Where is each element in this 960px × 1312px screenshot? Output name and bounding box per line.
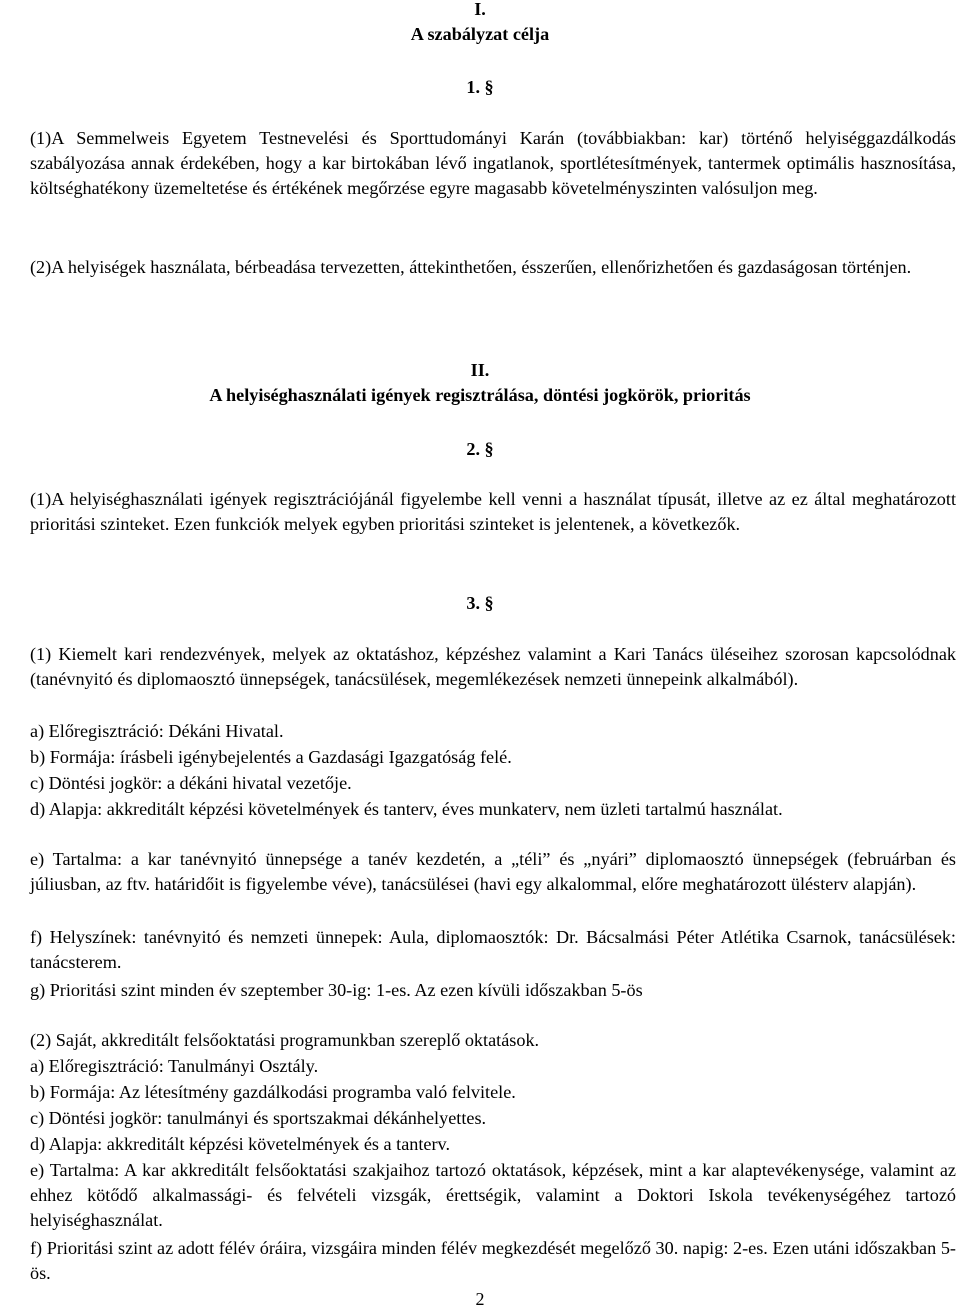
list-item: d) Alapja: akkreditált képzési követelmények és a tanterv.	[30, 1134, 450, 1154]
list-item: d) Alapja: akkreditált képzési követelmények és tanterv, éves munkaterv, nem üzleti tartalmú használat.	[30, 799, 783, 819]
section-3-paragraph-1: (1) Kiemelt kari rendezvények, melyek az oktatáshoz, képzéshez valamint a Kari Tanács üléseihez szorosan kapcsolódnak (tanévnyitó és diplomaosztó ünnepségek, tanácsülések, megemlékezések nemzeti ünnepeink alkalmából).	[30, 644, 956, 689]
section-3-paragraph-2: (2) Saját, akkreditált felsőoktatási programunkban szereplő oktatások.	[30, 1030, 540, 1050]
section-2-roman-numeral: II.	[470, 360, 490, 380]
paragraph-3-number: 3. §	[466, 593, 494, 613]
list-item: b) Formája: írásbeli igénybejelentés a Gazdasági Igazgatóság felé.	[30, 747, 512, 767]
list-item: e) Tartalma: A kar akkreditált felsőoktatási szakjaihoz tartozó oktatások, képzések, mint a kar alaptevékenysége, valamint az ehhez kötődő alkalmassági- és felvételi vizsgák, érettségik, valamint a Doktori Iskola tevékenységéhez tartozó helyiséghasználat.	[30, 1160, 956, 1230]
list-item: f) Helyszínek: tanévnyitó és nemzeti ünnepek: Aula, diplomaosztók: Dr. Bácsalmási Péter Atlétika Csarnok, tanácsülések: tanácsterem.	[30, 927, 956, 972]
list-item: e) Tartalma: a kar tanévnyitó ünnepsége a tanév kezdetén, a „téli” és „nyári” diplomaosztó ünnepségek (februárban és júliusban, az ftv. határidőit is figyelembe véve), tanácsülései (havi egy alkalommal, előre meghatározott ülésterv alapján).	[30, 849, 956, 894]
section-1-paragraph-2: (2)A helyiségek használata, bérbeadása tervezetten, áttekinthetően, ésszerűen, ellenőrizhetően és gazdaságosan történjen.	[30, 257, 912, 277]
section-2-paragraph-1: (1)A helyiséghasználati igények regisztrációjánál figyelembe kell venni a használat típusát, illetve az ez által meghatározott prioritási szinteket. Ezen funkciók melyek egyben prioritási szinteket is jelentenek, a következők.	[30, 489, 956, 534]
section-1-title: A szabályzat célja	[410, 24, 550, 44]
paragraph-1-number: 1. §	[466, 77, 494, 97]
list-item: a) Előregisztráció: Dékáni Hivatal.	[30, 721, 284, 741]
section-2-title: A helyiséghasználati igények regisztrálása, döntési jogkörök, prioritás	[209, 385, 751, 405]
section-1-paragraph-1: (1)A Semmelweis Egyetem Testnevelési és Sporttudományi Karán (továbbiakban: kar) történő helyiséggazdálkodás szabályozása annak érdekében, hogy a kar birtokában lévő ingatlanok, sportlétesítmények, tantermek optimális hasznosítása, költséghatékony üzemeltetése és értékének megőrzése egyre magasabb követelményszinten valósuljon meg.	[30, 128, 956, 198]
list-item: f) Prioritási szint az adott félév óráira, vizsgáira minden félév megkezdését megelőző 30. napig: 2-es. Ezen utáni időszakban 5-ös.	[30, 1238, 956, 1283]
list-item: g) Prioritási szint minden év szeptember 30-ig: 1-es. Az ezen kívüli időszakban 5-ös	[30, 980, 643, 1000]
list-item: c) Döntési jogkör: tanulmányi és sportszakmai dékánhelyettes.	[30, 1108, 487, 1128]
section-1-roman-numeral: I.	[474, 0, 486, 19]
list-item: b) Formája: Az létesítmény gazdálkodási programba való felvitele.	[30, 1082, 516, 1102]
list-item: a) Előregisztráció: Tanulmányi Osztály.	[30, 1056, 319, 1076]
list-item: c) Döntési jogkör: a dékáni hivatal vezetője.	[30, 773, 352, 793]
page-number: 2	[475, 1289, 485, 1309]
paragraph-2-number: 2. §	[466, 439, 494, 459]
